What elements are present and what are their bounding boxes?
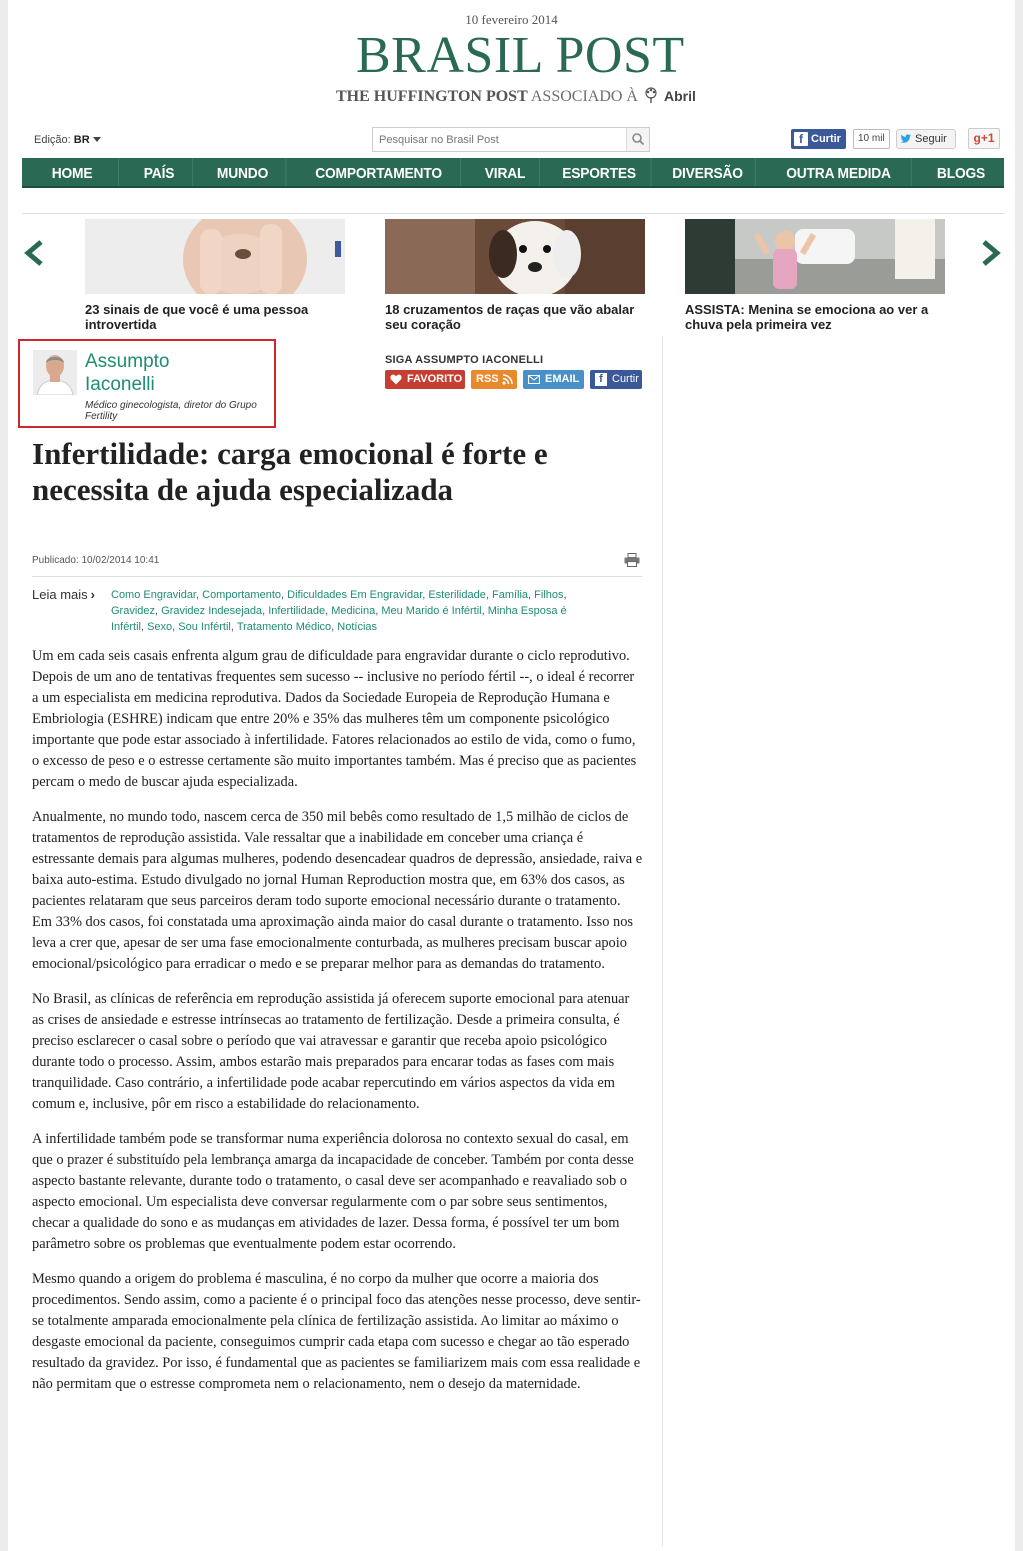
tag-separator: , bbox=[331, 621, 338, 633]
huffington-sublogo bbox=[336, 87, 696, 106]
associado-text: ASSOCIADO À bbox=[530, 88, 638, 105]
column-divider bbox=[662, 336, 663, 1546]
article-paragraph: Mesmo quando a origem do problema é masculina, é no corpo da mulher que ocorre a maioria dos procedimentos. Sendo assim, como a paciente é o principal foco das atenções nesse processo, deve sentir-se totalmente amparada emocionalmente pela clínica de fertilização assistida. Ao limitar ao máximo o desgaste emocional da paciente, conseguimos cumprir cada etapa com sucesso e chegar ao tão esperado resultado da gravidez. Por isso, é fundamental que as pacientes se familiarizem mais com essa realidade e não permitam que o estresse comprometa nem o relacionamento, nem o desejo da maternidade. bbox=[32, 1271, 641, 1392]
edition-value: BR bbox=[73, 134, 90, 146]
author-box bbox=[18, 339, 276, 428]
tag-separator: , bbox=[481, 605, 488, 617]
abril-tree-icon bbox=[642, 87, 660, 103]
tag-separator: , bbox=[155, 605, 162, 617]
tag-separator: , bbox=[485, 589, 492, 601]
author-name-line[interactable]: Iaconelli bbox=[85, 374, 155, 395]
edition-label: Edição: bbox=[34, 134, 71, 146]
read-more-label bbox=[32, 587, 95, 602]
favorite-label: FAVORITO bbox=[407, 373, 463, 385]
header-date: 10 fevereiro 2014 bbox=[465, 12, 558, 27]
tag-link[interactable]: Esterilidade bbox=[428, 589, 486, 601]
tag-list bbox=[111, 587, 581, 635]
facebook-like-button[interactable] bbox=[791, 129, 846, 149]
divider bbox=[22, 213, 1004, 214]
tag-link[interactable]: Dificuldades Em Engravidar bbox=[287, 589, 423, 601]
rss-button[interactable] bbox=[471, 370, 517, 389]
nav-home[interactable]: HOME bbox=[26, 158, 119, 186]
main-nav bbox=[22, 158, 1004, 188]
twitter-follow-button[interactable] bbox=[896, 129, 956, 149]
tag-link[interactable]: Tratamento Médico bbox=[236, 621, 332, 633]
huffington-name: THE HUFFINGTON POST bbox=[336, 88, 528, 105]
nav-pais[interactable]: PAÍS bbox=[126, 158, 193, 186]
carousel-thumbnail-puppy[interactable] bbox=[385, 219, 645, 294]
facebook-like-label: Curtir bbox=[811, 133, 841, 145]
tag-link[interactable]: Família bbox=[491, 589, 529, 601]
nav-blogs[interactable]: BLOGS bbox=[936, 165, 986, 182]
tag-link[interactable]: Comportamento bbox=[202, 589, 281, 601]
tag-link[interactable]: Medicina bbox=[331, 605, 376, 617]
nav-viral[interactable]: VIRAL bbox=[471, 158, 540, 186]
tag-separator: , bbox=[196, 589, 203, 601]
search-button[interactable] bbox=[626, 128, 649, 151]
tag-separator: , bbox=[325, 605, 332, 617]
carousel-caption[interactable]: 18 cruzamentos de raças que vão abalar seu coração bbox=[385, 302, 635, 332]
tag-link[interactable]: Notícias bbox=[337, 621, 378, 633]
author-description: Médico ginecologista, diretor do Grupo Fertility bbox=[85, 400, 257, 422]
chevron-right-icon: › bbox=[90, 587, 95, 602]
carousel-prev-arrow-icon[interactable] bbox=[20, 238, 50, 268]
rss-icon bbox=[502, 374, 513, 385]
published-date: Publicado: 10/02/2014 10:41 bbox=[32, 555, 160, 566]
carousel-item[interactable] bbox=[385, 219, 647, 332]
facebook-like-count: 10 mil bbox=[853, 129, 890, 149]
author-fb-like-label: Curtir bbox=[612, 373, 639, 385]
tag-link[interactable]: Como Engravidar bbox=[111, 589, 196, 601]
rss-label: RSS bbox=[476, 373, 499, 385]
tag-separator: , bbox=[262, 605, 269, 617]
author-name[interactable] bbox=[85, 350, 169, 396]
brasil-post-logo[interactable]: BRASIL POST bbox=[356, 27, 685, 84]
author-name-line[interactable]: Assumpto bbox=[85, 351, 170, 372]
article-paragraph: No Brasil, as clínicas de referência em reprodução assistida já oferecem suporte emocional para atenuar as crises de ansiedade e estresse intrínsecas ao tratamento de fertilização. Desde a primeira consulta, é preciso esclarecer o casal sobre o período que vai atravessar e garantir que receba apoio psicológico durante todo o processo. Assim, ambos estarão mais preparados para encarar todas as fases com mais tranquilidade. Caso contrário, a infertilidade pode acabar repercutindo em vários aspectos da vida em comum e, inclusive, pôr em risco a estabilidade do relacionamento. bbox=[32, 991, 630, 1112]
carousel-next-arrow-icon[interactable] bbox=[975, 238, 1005, 268]
search-box bbox=[372, 127, 650, 152]
chevron-down-icon bbox=[93, 137, 101, 142]
email-button[interactable] bbox=[523, 370, 584, 389]
puppy-photo bbox=[385, 219, 645, 294]
edition-selector[interactable] bbox=[34, 134, 101, 146]
carousel-thumbnail-girl[interactable] bbox=[685, 219, 945, 294]
author-photo bbox=[33, 350, 77, 395]
author-avatar[interactable] bbox=[33, 350, 77, 395]
tag-link[interactable]: Sou Infértil bbox=[178, 621, 231, 633]
tag-separator: , bbox=[230, 621, 237, 633]
follow-author-label: SIGA ASSUMPTO IACONELLI bbox=[385, 354, 544, 366]
nav-mundo[interactable]: MUNDO bbox=[200, 158, 286, 186]
tag-link[interactable]: Minha Esposa é Infértil bbox=[111, 605, 567, 633]
email-label: EMAIL bbox=[545, 373, 580, 385]
heart-icon bbox=[390, 374, 402, 385]
envelope-icon bbox=[528, 374, 540, 385]
divider bbox=[32, 576, 642, 577]
tag-link[interactable]: Sexo bbox=[147, 621, 173, 633]
tag-separator: , bbox=[172, 621, 179, 633]
tag-link[interactable]: Gravidez Indesejada bbox=[161, 605, 263, 617]
tag-separator: , bbox=[281, 589, 288, 601]
abril-brand: Abril bbox=[663, 88, 696, 104]
google-plus-button[interactable]: g+1 bbox=[968, 128, 1000, 149]
nav-comportamento[interactable]: COMPORTAMENTO bbox=[297, 158, 461, 186]
article-title: Infertilidade: carga emocional é forte e necessita de ajuda especializada bbox=[32, 436, 548, 507]
carousel-item[interactable] bbox=[85, 219, 347, 332]
tag-separator: , bbox=[528, 589, 535, 601]
tag-separator: , bbox=[140, 621, 148, 633]
twitter-bird-icon bbox=[900, 133, 912, 145]
tag-link[interactable]: Filhos bbox=[534, 589, 564, 601]
article-paragraph: Anualmente, no mundo todo, nascem cerca de 350 mil bebês como resultado de 1,5 milhão de ciclos de tratamentos de reprodução assistida. Vale ressaltar que a inabilidade em conceber uma criança é estressante demais para algumas mulheres, podendo desencadear quadros de depressão, ansiedade, raiva e baixa auto-estima. Estudo divulgado no jornal Human Reproduction mostra que, em 63% dos casos, as pacientes relataram que seus parceiros deram todo suporte emocional necessário durante o tratamento. Em 33% dos casos, foi constatada uma aproximação ainda maior do casal durante o tratamento. Isso nos leva a crer que, apesar de ser uma fase emocionalmente conturbada, as mulheres precisam buscar apoio emocional/psicológico para erradicar o medo e se preparar melhor para as demandas do tratamento. bbox=[32, 809, 643, 972]
tag-separator: , bbox=[375, 605, 382, 617]
tag-link[interactable]: Meu Marido é Infértil bbox=[381, 605, 482, 617]
print-icon[interactable] bbox=[624, 553, 640, 567]
tag-link[interactable]: Infertilidade bbox=[268, 605, 326, 617]
search-input[interactable] bbox=[373, 128, 627, 151]
carousel-item[interactable] bbox=[685, 219, 947, 332]
girl-rain-photo bbox=[685, 219, 945, 294]
tag-link[interactable]: Gravidez bbox=[111, 605, 156, 617]
face-photo bbox=[85, 219, 345, 294]
facebook-icon: f bbox=[595, 373, 607, 386]
nav-esportes[interactable]: ESPORTES bbox=[548, 158, 652, 186]
facebook-icon: f bbox=[794, 132, 808, 146]
carousel-caption[interactable]: ASSISTA: Menina se emociona ao ver a chuva pela primeira vez bbox=[685, 302, 929, 332]
article-paragraph: Um em cada seis casais enfrenta algum grau de dificuldade para engravidar durante o ciclo reprodutivo. Depois de um ano de tentativas frequentes sem sucesso -- inclusive no período fértil --, o ideal é recorrer a um especialista em medicina reprodutiva. Dados da Sociedade Europeia de Reprodução Humana e Embriologia (ESHRE) indicam que entre 20% e 35% das mulheres têm um componente psicológico importante que pode estar associado à infertilidade. Fatores relacionados ao estilo de vida, como o fumo, o excesso de peso e o estresse certamente são muito importantes também. Mas é preciso que as pacientes percam o medo de buscar ajuda especializada. bbox=[32, 648, 637, 790]
favorite-button[interactable] bbox=[385, 370, 465, 389]
carousel-caption[interactable]: 23 sinais de que você é uma pessoa introvertida bbox=[85, 302, 309, 332]
tag-separator: , bbox=[422, 589, 429, 601]
twitter-follow-label: Seguir bbox=[915, 133, 947, 145]
article-body bbox=[32, 646, 644, 1409]
read-more-text: Leia mais bbox=[32, 587, 88, 602]
author-fb-like-button[interactable] bbox=[590, 370, 642, 389]
nav-diversao[interactable]: DIVERSÃO bbox=[660, 158, 756, 186]
search-icon bbox=[627, 128, 650, 151]
tag-separator: , bbox=[563, 589, 567, 601]
carousel-thumbnail-face[interactable] bbox=[85, 219, 345, 294]
article-paragraph: A infertilidade também pode se transformar numa experiência dolorosa no contexto sexual do casal, em que o prazer é substituído pela lembrança amarga da incapacidade de conceber. Também por conta desse aspecto bastante relevante, durante todo o tratamento, o casal deve ser acompanhado e reavaliado sob o aspecto emocional. Um especialista deve conversar regularmente com o par sobre seus sentimentos, checar a qualidade do sono e as mudanças em atividades de lazer. Dessa forma, é possível ter um bom parâmetro sobre os problemas que eventualmente podem estar ocorrendo. bbox=[32, 1131, 634, 1252]
nav-outra-medida[interactable]: OUTRA MEDIDA bbox=[766, 158, 911, 186]
